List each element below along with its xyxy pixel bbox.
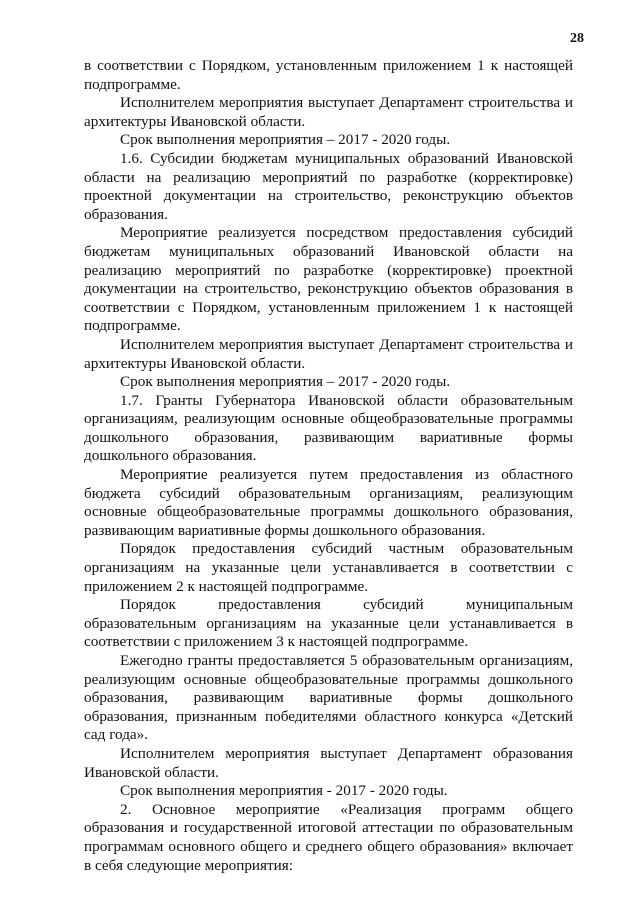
document-body: [84, 57, 573, 875]
page-number: 28: [570, 31, 584, 46]
paragraph: Ежегодно гранты предоставляется 5 образовательным организациям, реализующим основные общеобразовательные программы дошкольного образования, развивающим вариативные формы дошкольного образования, признанным победителями областного конкурса «Детский сад года».: [84, 652, 573, 744]
paragraph: Порядок предоставления субсидий частным образовательным организациям на указанные цели устанавливается в соответствии с приложением 2 к настоящей подпрограмме.: [84, 540, 573, 595]
paragraph: 1.6. Субсидии бюджетам муниципальных образований Ивановской области на реализацию мероприятий по разработке (корректировке) проектной документации на строительство, реконструкцию объектов образования.: [84, 149, 573, 223]
paragraph: Порядок предоставления субсидий муниципальным образовательным организациям на указанные цели устанавливается в соответствии с приложением 3 к настоящей подпрограмме.: [84, 596, 573, 651]
paragraph: в соответствии с Порядком, установленным приложением 1 к настоящей подпрограмме.: [84, 57, 573, 93]
paragraph: Исполнителем мероприятия выступает Департамент образования Ивановской области.: [84, 744, 573, 781]
paragraph: 1.7. Гранты Губернатора Ивановской области образовательным организациям, реализующим основные общеобразовательные программы дошкольного образования, развивающим вариативные формы дошкольного образования.: [84, 391, 573, 465]
paragraph: Срок выполнения мероприятия - 2017 - 2020 годы.: [120, 782, 448, 800]
paragraph: Исполнителем мероприятия выступает Департамент строительства и архитектуры Ивановской области.: [84, 335, 573, 372]
paragraph: Срок выполнения мероприятия – 2017 - 2020 годы.: [120, 373, 451, 391]
paragraph: Мероприятие реализуется посредством предоставления субсидий бюджетам муниципальных образований Ивановской области на реализацию мероприятий по разработке (корректировке) проектной документации на строительство, реконструкцию объектов образования в соответствии с Порядком, установленным приложением 1 к настоящей подпрограмме.: [84, 224, 573, 335]
paragraph: Срок выполнения мероприятия – 2017 - 2020 годы.: [120, 131, 451, 149]
paragraph: 2. Основное мероприятие «Реализация программ общего образования и государственной итоговой аттестации по образовательным программам основного общего и среднего общего образования» включает в себя следующие мероприятия:: [84, 800, 573, 874]
paragraph: Исполнителем мероприятия выступает Департамент строительства и архитектуры Ивановской области.: [84, 94, 573, 130]
paragraph: Мероприятие реализуется путем предоставления из областного бюджета субсидий образовательным организациям, реализующим основные общеобразовательные программы дошкольного образования, развивающим вариативные формы дошкольного образования.: [84, 466, 573, 539]
